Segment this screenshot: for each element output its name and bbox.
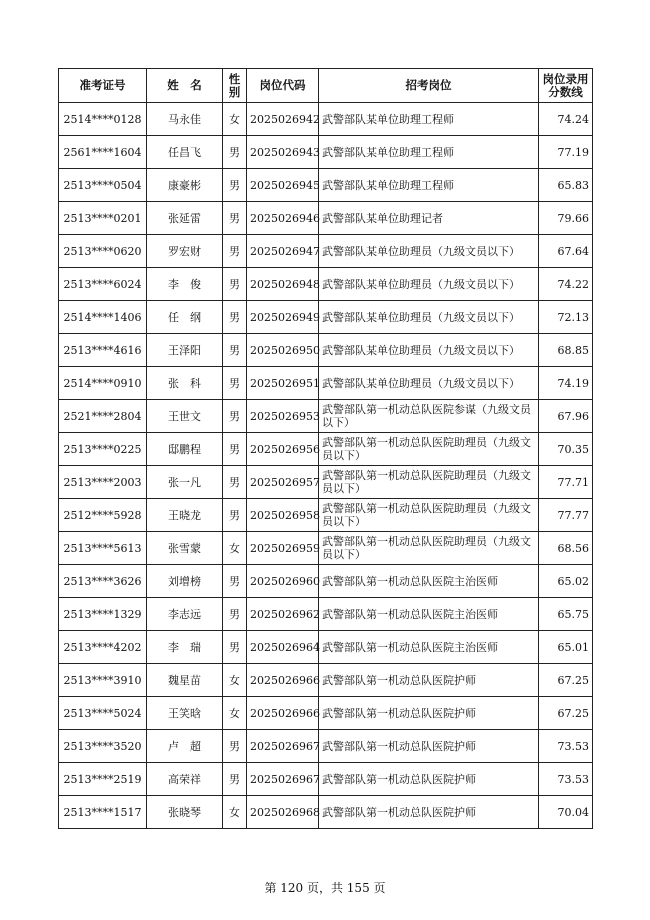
table-row (59, 664, 593, 697)
cell-position: 武警部队第一机动总队医院护师 (319, 796, 539, 829)
table-row (59, 400, 593, 433)
cell-gender: 男 (223, 268, 247, 301)
cell-name: 王笑晗 (147, 697, 223, 730)
cell-name: 高荣祥 (147, 763, 223, 796)
cell-position-code: 2025026967 (247, 730, 319, 763)
cell-gender: 男 (223, 367, 247, 400)
header-score: 岗位录用分数线 (539, 69, 593, 103)
cell-exam-id: 2513****2003 (59, 466, 147, 499)
cell-gender: 男 (223, 631, 247, 664)
cell-name: 任 纲 (147, 301, 223, 334)
cell-position-code: 2025026942 (247, 103, 319, 136)
cell-name: 刘增榜 (147, 565, 223, 598)
cell-gender: 男 (223, 136, 247, 169)
cell-exam-id: 2561****1604 (59, 136, 147, 169)
cell-score: 77.77 (539, 499, 593, 532)
cell-score: 67.96 (539, 400, 593, 433)
cell-score: 77.19 (539, 136, 593, 169)
cell-position-code: 2025026953 (247, 400, 319, 433)
cell-position-code: 2025026959 (247, 532, 319, 565)
cell-position: 武警部队第一机动总队医院主治医师 (319, 598, 539, 631)
cell-score: 65.75 (539, 598, 593, 631)
page-number: 第 120 页，共 155 页 (264, 881, 386, 895)
cell-exam-id: 2521****2804 (59, 400, 147, 433)
cell-exam-id: 2513****3910 (59, 664, 147, 697)
cell-position-code: 2025026967 (247, 763, 319, 796)
cell-position-code: 2025026949 (247, 301, 319, 334)
cell-position-code: 2025026947 (247, 235, 319, 268)
table-row (59, 169, 593, 202)
cell-score: 65.01 (539, 631, 593, 664)
cell-gender: 男 (223, 466, 247, 499)
cell-name: 李 俊 (147, 268, 223, 301)
cell-position: 武警部队第一机动总队医院主治医师 (319, 631, 539, 664)
cell-position-code: 2025026960 (247, 565, 319, 598)
table-row (59, 136, 593, 169)
cell-position: 武警部队第一机动总队医院助理员（九级文员以下） (319, 466, 539, 499)
table-row (59, 466, 593, 499)
cell-gender: 男 (223, 565, 247, 598)
cell-name: 李志远 (147, 598, 223, 631)
cell-score: 73.53 (539, 730, 593, 763)
cell-name: 王世文 (147, 400, 223, 433)
cell-name: 张一凡 (147, 466, 223, 499)
table-body (59, 103, 593, 829)
cell-position-code: 2025026968 (247, 796, 319, 829)
cell-exam-id: 2513****1517 (59, 796, 147, 829)
table-row (59, 268, 593, 301)
table-row (59, 103, 593, 136)
cell-gender: 男 (223, 235, 247, 268)
cell-score: 74.22 (539, 268, 593, 301)
cell-name: 张雪蒙 (147, 532, 223, 565)
header-gender: 性别 (223, 69, 247, 103)
cell-position: 武警部队第一机动总队医院护师 (319, 697, 539, 730)
table-row (59, 763, 593, 796)
cell-score: 68.85 (539, 334, 593, 367)
table-row (59, 532, 593, 565)
cell-name: 康豪彬 (147, 169, 223, 202)
cell-score: 70.04 (539, 796, 593, 829)
cell-gender: 男 (223, 301, 247, 334)
cell-exam-id: 2514****1406 (59, 301, 147, 334)
cell-position-code: 2025026957 (247, 466, 319, 499)
cell-gender: 男 (223, 730, 247, 763)
cell-position: 武警部队某单位助理员（九级文员以下） (319, 235, 539, 268)
cell-exam-id: 2513****0620 (59, 235, 147, 268)
table-row (59, 499, 593, 532)
header-name: 姓 名 (147, 69, 223, 103)
cell-score: 65.83 (539, 169, 593, 202)
cell-exam-id: 2513****0225 (59, 433, 147, 466)
cell-position: 武警部队某单位助理工程师 (319, 169, 539, 202)
cell-exam-id: 2513****1329 (59, 598, 147, 631)
cell-gender: 男 (223, 763, 247, 796)
cell-score: 72.13 (539, 301, 593, 334)
table-row (59, 301, 593, 334)
cell-gender: 女 (223, 532, 247, 565)
cell-position-code: 2025026945 (247, 169, 319, 202)
cell-position-code: 2025026950 (247, 334, 319, 367)
header-exam-id: 准考证号 (59, 69, 147, 103)
cell-gender: 女 (223, 664, 247, 697)
table-row (59, 202, 593, 235)
cell-exam-id: 2513****3626 (59, 565, 147, 598)
cell-score: 74.24 (539, 103, 593, 136)
table-row (59, 334, 593, 367)
cell-position-code: 2025026966 (247, 664, 319, 697)
cell-score: 68.56 (539, 532, 593, 565)
cell-exam-id: 2513****4616 (59, 334, 147, 367)
cell-position: 武警部队某单位助理工程师 (319, 136, 539, 169)
cell-name: 王泽阳 (147, 334, 223, 367)
cell-name: 王晓龙 (147, 499, 223, 532)
cell-exam-id: 2513****2519 (59, 763, 147, 796)
cell-exam-id: 2513****5613 (59, 532, 147, 565)
cell-gender: 男 (223, 169, 247, 202)
cell-gender: 男 (223, 202, 247, 235)
cell-position-code: 2025026943 (247, 136, 319, 169)
table-row (59, 796, 593, 829)
cell-exam-id: 2514****0910 (59, 367, 147, 400)
cell-score: 74.19 (539, 367, 593, 400)
cell-name: 张延雷 (147, 202, 223, 235)
header-position: 招考岗位 (319, 69, 539, 103)
cell-position-code: 2025026958 (247, 499, 319, 532)
cell-exam-id: 2514****0128 (59, 103, 147, 136)
cell-position-code: 2025026956 (247, 433, 319, 466)
cell-position: 武警部队某单位助理员（九级文员以下） (319, 268, 539, 301)
cell-gender: 男 (223, 400, 247, 433)
cell-exam-id: 2513****5024 (59, 697, 147, 730)
cell-score: 77.71 (539, 466, 593, 499)
cell-score: 70.35 (539, 433, 593, 466)
cell-position: 武警部队第一机动总队医院助理员（九级文员以下） (319, 532, 539, 565)
cell-position: 武警部队第一机动总队医院护师 (319, 664, 539, 697)
cell-score: 67.64 (539, 235, 593, 268)
cell-position-code: 2025026951 (247, 367, 319, 400)
cell-name: 马永佳 (147, 103, 223, 136)
cell-exam-id: 2513****6024 (59, 268, 147, 301)
cell-name: 卢 超 (147, 730, 223, 763)
cell-exam-id: 2513****4202 (59, 631, 147, 664)
cell-name: 张 科 (147, 367, 223, 400)
table-row (59, 631, 593, 664)
cell-position: 武警部队某单位助理记者 (319, 202, 539, 235)
cell-score: 67.25 (539, 664, 593, 697)
table-row (59, 565, 593, 598)
cell-name: 魏星苗 (147, 664, 223, 697)
cell-position: 武警部队某单位助理工程师 (319, 103, 539, 136)
cell-position: 武警部队第一机动总队医院助理员（九级文员以下） (319, 433, 539, 466)
cell-position: 武警部队第一机动总队医院参谋（九级文员以下） (319, 400, 539, 433)
cell-exam-id: 2513****0504 (59, 169, 147, 202)
cell-position: 武警部队某单位助理员（九级文员以下） (319, 301, 539, 334)
table-row (59, 697, 593, 730)
cell-gender: 男 (223, 499, 247, 532)
cell-name: 李 瑞 (147, 631, 223, 664)
cell-gender: 女 (223, 796, 247, 829)
cell-name: 张晓琴 (147, 796, 223, 829)
cell-position-code: 2025026966 (247, 697, 319, 730)
cell-position: 武警部队第一机动总队医院护师 (319, 763, 539, 796)
cell-gender: 男 (223, 334, 247, 367)
cell-position: 武警部队第一机动总队医院助理员（九级文员以下） (319, 499, 539, 532)
cell-score: 79.66 (539, 202, 593, 235)
cell-score: 67.25 (539, 697, 593, 730)
cell-gender: 女 (223, 103, 247, 136)
cell-position-code: 2025026964 (247, 631, 319, 664)
table-row (59, 598, 593, 631)
table-row (59, 235, 593, 268)
cell-name: 任昌飞 (147, 136, 223, 169)
cell-gender: 女 (223, 697, 247, 730)
table-row (59, 730, 593, 763)
cell-exam-id: 2513****3520 (59, 730, 147, 763)
cell-gender: 男 (223, 433, 247, 466)
cell-position-code: 2025026946 (247, 202, 319, 235)
cell-exam-id: 2512****5928 (59, 499, 147, 532)
table-header-row (59, 69, 593, 103)
cell-name: 罗宏财 (147, 235, 223, 268)
cell-exam-id: 2513****0201 (59, 202, 147, 235)
cell-position-code: 2025026962 (247, 598, 319, 631)
cell-position: 武警部队某单位助理员（九级文员以下） (319, 367, 539, 400)
cell-score: 65.02 (539, 565, 593, 598)
cell-score: 73.53 (539, 763, 593, 796)
table-row (59, 367, 593, 400)
cell-position: 武警部队第一机动总队医院护师 (319, 730, 539, 763)
cell-position: 武警部队第一机动总队医院主治医师 (319, 565, 539, 598)
cell-name: 邸鹏程 (147, 433, 223, 466)
cell-position-code: 2025026948 (247, 268, 319, 301)
table-row (59, 433, 593, 466)
admission-score-table (58, 68, 593, 829)
cell-position: 武警部队某单位助理员（九级文员以下） (319, 334, 539, 367)
header-position-code: 岗位代码 (247, 69, 319, 103)
cell-gender: 男 (223, 598, 247, 631)
